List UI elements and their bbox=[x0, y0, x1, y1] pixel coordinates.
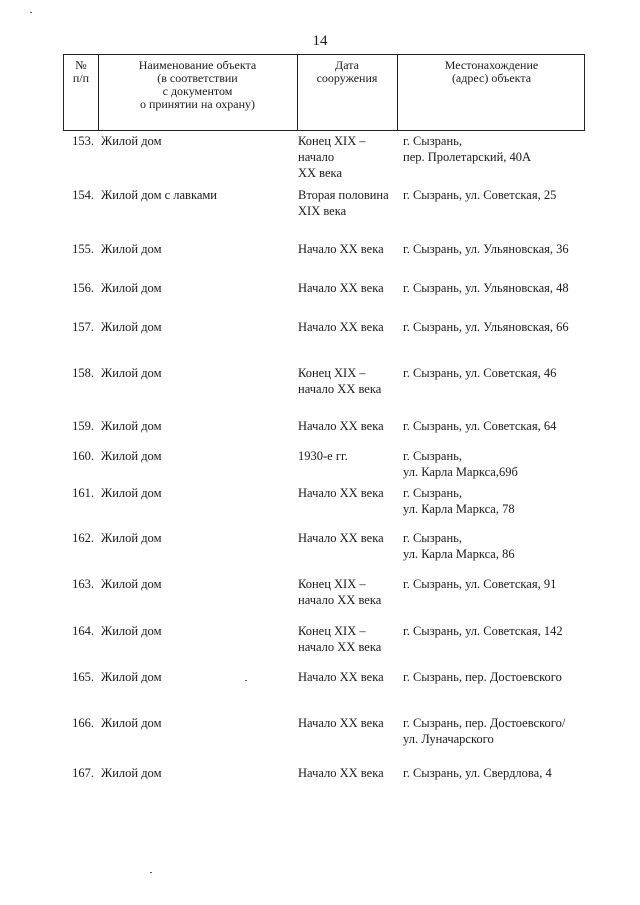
object-address: г. Сызрань, ул. Советская, 91 bbox=[403, 577, 557, 591]
object-name: Жилой дом bbox=[101, 134, 162, 148]
row-number: 161. bbox=[72, 486, 94, 500]
object-name: Жилой дом bbox=[101, 419, 162, 433]
object-name: Жилой дом bbox=[101, 766, 162, 780]
row-number: 166. bbox=[72, 716, 94, 730]
object-address: г. Сызрань, ул. Свердлова, 4 bbox=[403, 766, 552, 780]
object-name: Жилой дом bbox=[101, 242, 162, 256]
construction-date: Начало XX века bbox=[298, 320, 384, 334]
object-address: г. Сызрань, ул. Карла Маркса, 78 bbox=[403, 486, 515, 516]
row-number: 163. bbox=[72, 577, 94, 591]
construction-date: Конец XIX – начало XX века bbox=[298, 366, 382, 396]
row-number: 153. bbox=[72, 134, 94, 148]
construction-date: Начало XX века bbox=[298, 281, 384, 295]
object-address: г. Сызрань, ул. Карла Маркса, 86 bbox=[403, 531, 515, 561]
row-number: 167. bbox=[72, 766, 94, 780]
table-header bbox=[63, 54, 585, 131]
header-construction-date: Дата сооружения bbox=[316, 58, 378, 85]
row-number: 160. bbox=[72, 449, 94, 463]
object-address: г. Сызрань, пер. Достоевского/ ул. Луначарского bbox=[403, 716, 566, 746]
page-number: 14 bbox=[312, 33, 328, 49]
construction-date: Начало XX века bbox=[298, 766, 384, 780]
object-address: г. Сызрань, ул. Советская, 46 bbox=[403, 366, 557, 380]
construction-date: Начало XX века bbox=[298, 486, 384, 500]
construction-date: Начало XX века bbox=[298, 716, 384, 730]
object-name: Жилой дом с лавками bbox=[101, 188, 217, 202]
construction-date: Конец XIX – начало XX века bbox=[298, 134, 366, 180]
object-address: г. Сызрань, ул. Ульяновская, 48 bbox=[403, 281, 569, 295]
construction-date: Начало XX века bbox=[298, 242, 384, 256]
object-name: Жилой дом bbox=[101, 320, 162, 334]
header-address: Местонахождение (адрес) объекта bbox=[444, 58, 539, 85]
row-number: 158. bbox=[72, 366, 94, 380]
object-name: Жилой дом bbox=[101, 366, 162, 380]
row-number: 155. bbox=[72, 242, 94, 256]
object-address: г. Сызрань, пер. Достоевского bbox=[403, 670, 562, 684]
object-name: Жилой дом bbox=[101, 716, 162, 730]
header-object-name: Наименование объекта (в соответствии с документом о принятии на охрану) bbox=[138, 58, 257, 111]
row-number: 156. bbox=[72, 281, 94, 295]
construction-date: 1930-е гг. bbox=[298, 449, 348, 463]
object-name: Жилой дом bbox=[101, 449, 162, 463]
object-name: Жилой дом bbox=[101, 281, 162, 295]
object-name: Жилой дом bbox=[101, 486, 162, 500]
object-name: Жилой дом bbox=[101, 670, 162, 684]
construction-date: Конец XIX – начало XX века bbox=[298, 577, 382, 607]
scan-speck bbox=[150, 872, 152, 873]
object-address: г. Сызрань, ул. Ульяновская, 66 bbox=[403, 320, 569, 334]
construction-date: Начало XX века bbox=[298, 419, 384, 433]
row-number: 159. bbox=[72, 419, 94, 433]
object-address: г. Сызрань, пер. Пролетарский, 40А bbox=[403, 134, 532, 164]
construction-date: Конец XIX – начало XX века bbox=[298, 624, 382, 654]
row-number: 157. bbox=[72, 320, 94, 334]
object-address: г. Сызрань, ул. Советская, 64 bbox=[403, 419, 557, 433]
header-number: № п/п bbox=[72, 58, 90, 85]
object-address: г. Сызрань, ул. Советская, 142 bbox=[403, 624, 563, 638]
construction-date: Начало XX века bbox=[298, 531, 384, 545]
construction-date: Вторая половина XIX века bbox=[298, 188, 389, 218]
object-address: г. Сызрань, ул. Карла Маркса,69б bbox=[403, 449, 518, 479]
row-number: 162. bbox=[72, 531, 94, 545]
scan-speck bbox=[30, 12, 32, 13]
object-name: Жилой дом bbox=[101, 577, 162, 591]
row-number: 164. bbox=[72, 624, 94, 638]
object-address: г. Сызрань, ул. Ульяновская, 36 bbox=[403, 242, 569, 256]
scan-speck bbox=[245, 680, 247, 681]
construction-date: Начало XX века bbox=[298, 670, 384, 684]
row-number: 154. bbox=[72, 188, 94, 202]
object-address: г. Сызрань, ул. Советская, 25 bbox=[403, 188, 557, 202]
object-name: Жилой дом bbox=[101, 624, 162, 638]
object-name: Жилой дом bbox=[101, 531, 162, 545]
row-number: 165. bbox=[72, 670, 94, 684]
